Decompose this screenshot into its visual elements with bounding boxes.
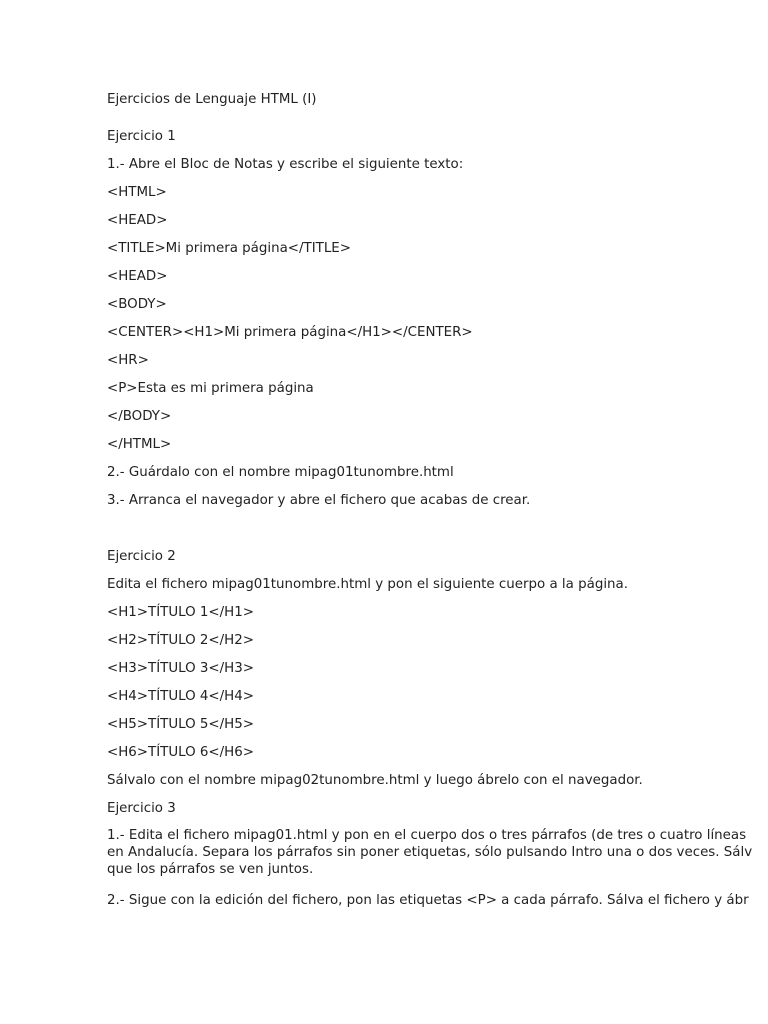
paragraph-line: en Andalucía. Separa los párrafos sin poner etiquetas, sólo pulsando Intro una o dos veces. Sálv <box>107 845 753 860</box>
exercise-2-outro: Sálvalo con el nombre mipag02tunombre.html y luego ábrelo con el navegador. <box>107 773 643 788</box>
code-line: <H2>TÍTULO 2</H2> <box>107 633 254 648</box>
code-line: <H6>TÍTULO 6</H6> <box>107 745 254 760</box>
code-line: <H4>TÍTULO 4</H4> <box>107 689 254 704</box>
exercise-1-step-2: 2.- Guárdalo con el nombre mipag01tunombre.html <box>107 465 454 480</box>
exercise-2-heading: Ejercicio 2 <box>107 549 176 564</box>
code-line: <P>Esta es mi primera página <box>107 381 314 396</box>
code-line: <HR> <box>107 353 149 368</box>
code-line: <CENTER><H1>Mi primera página</H1></CENTER> <box>107 325 473 340</box>
exercise-1-step-3: 3.- Arranca el navegador y abre el fichero que acabas de crear. <box>107 493 531 508</box>
code-line: <H1>TÍTULO 1</H1> <box>107 605 254 620</box>
code-line: </HTML> <box>107 437 172 452</box>
code-line: <HEAD> <box>107 269 168 284</box>
exercise-3-step-2: 2.- Sigue con la edición del fichero, pon las etiquetas <P> a cada párrafo. Sálva el fichero y ábr <box>107 893 749 908</box>
exercise-3-heading: Ejercicio 3 <box>107 801 176 816</box>
exercise-1-step-1: 1.- Abre el Bloc de Notas y escribe el siguiente texto: <box>107 157 464 172</box>
exercise-2-intro: Edita el fichero mipag01tunombre.html y pon el siguiente cuerpo a la página. <box>107 577 628 592</box>
code-line: <HEAD> <box>107 213 168 228</box>
document-title: Ejercicios de Lenguaje HTML (I) <box>107 92 317 107</box>
code-line: <H3>TÍTULO 3</H3> <box>107 661 254 676</box>
code-line: <BODY> <box>107 297 167 312</box>
code-line: </BODY> <box>107 409 172 424</box>
code-line: <TITLE>Mi primera página</TITLE> <box>107 241 351 256</box>
exercise-3-step-1 <box>107 827 752 878</box>
code-line: <H5>TÍTULO 5</H5> <box>107 717 254 732</box>
paragraph-line: que los párrafos se ven juntos. <box>107 862 314 877</box>
paragraph-line: 1.- Edita el fichero mipag01.html y pon en el cuerpo dos o tres párrafos (de tres o cuatro líneas <box>107 828 747 843</box>
exercise-1-heading: Ejercicio 1 <box>107 129 176 144</box>
code-line: <HTML> <box>107 185 167 200</box>
